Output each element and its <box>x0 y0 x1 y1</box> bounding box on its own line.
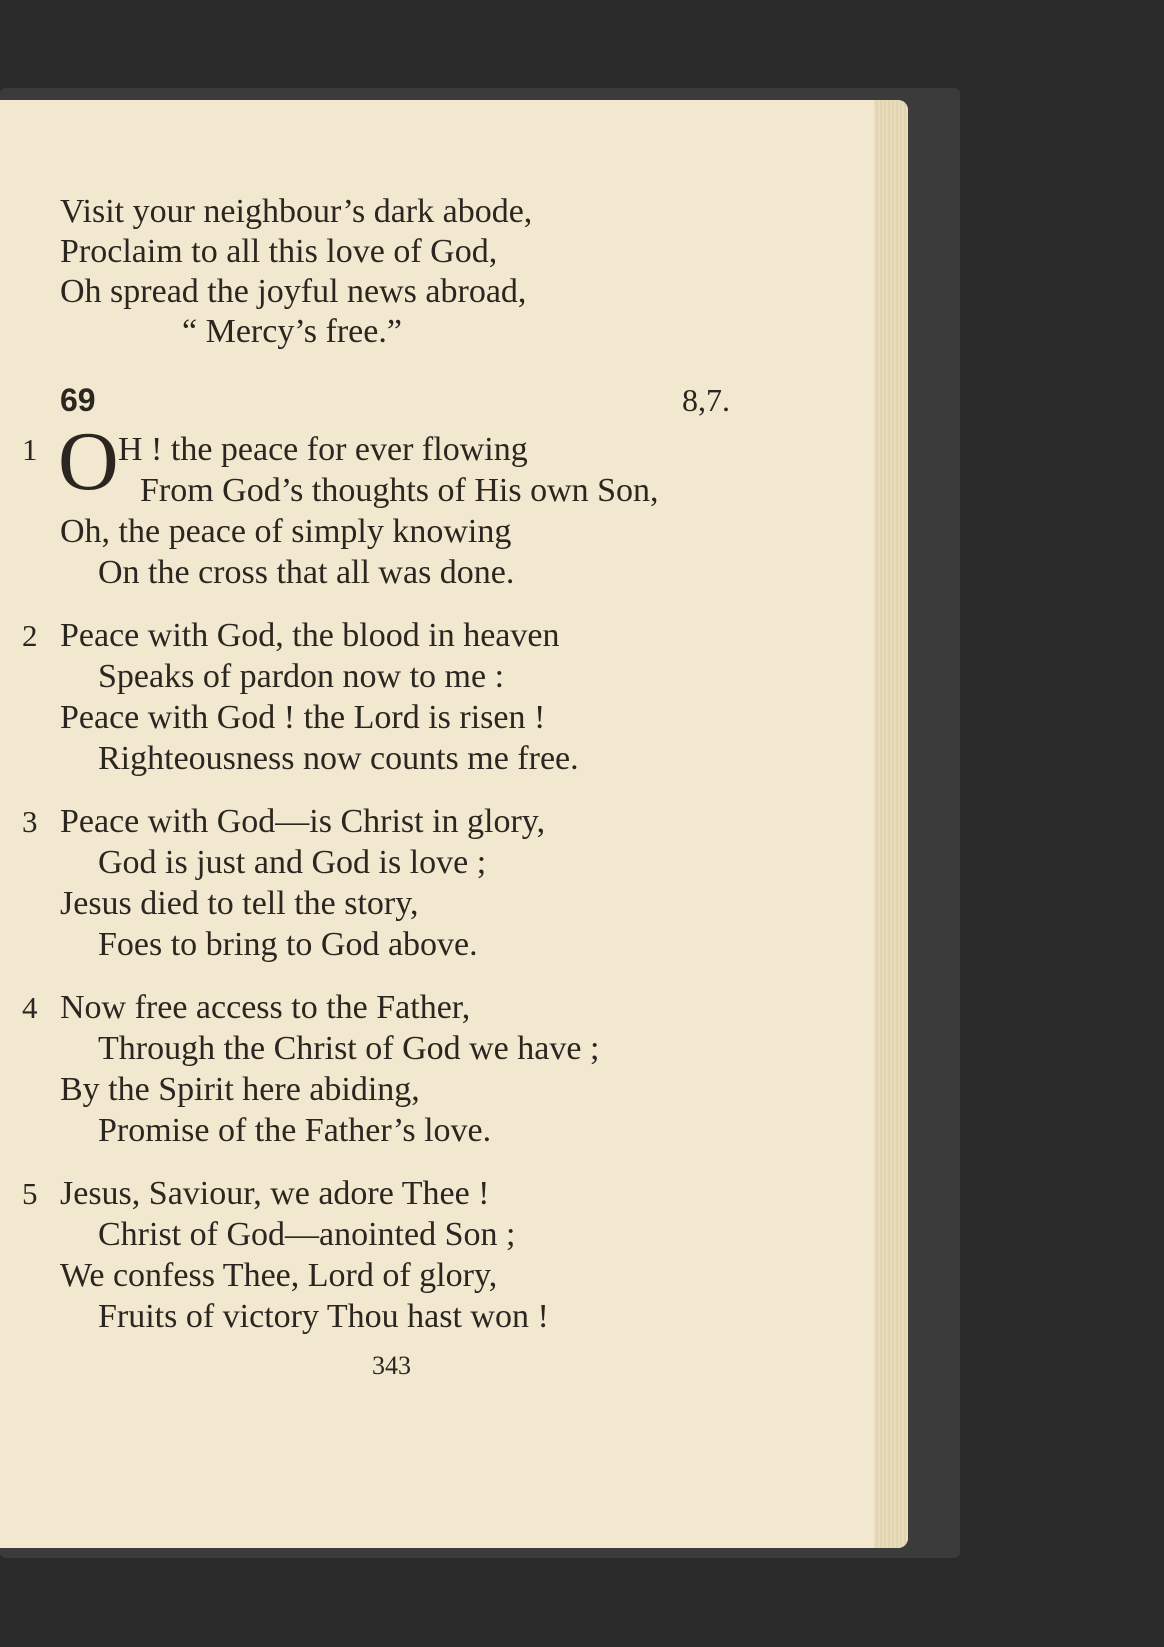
verse-number: 3 <box>22 804 38 839</box>
verse-number: 1 <box>22 432 38 467</box>
verse-line: God is just and God is love ; <box>98 844 487 881</box>
verse-line: On the cross that all was done. <box>98 554 515 591</box>
verse-line: Righteousness now counts me free. <box>98 740 579 777</box>
verse-line: Now free access to the Father, <box>60 989 471 1026</box>
verse-line: Jesus died to tell the story, <box>60 885 419 922</box>
verse-number: 4 <box>22 990 38 1025</box>
verse-line: We confess Thee, Lord of glory, <box>60 1257 498 1294</box>
verse-line: Foes to bring to God above. <box>98 926 478 963</box>
verse-line: By the Spirit here abiding, <box>60 1071 420 1108</box>
verse-line: Jesus, Saviour, we adore Thee ! <box>60 1175 490 1212</box>
verse-line: Oh, the peace of simply knowing <box>60 513 512 550</box>
verse-line: H ! the peace for ever flowing <box>118 431 528 468</box>
carryover-line: “ Mercy’s free.” <box>182 313 402 350</box>
page-text <box>0 100 900 1548</box>
carryover-line: Visit your neighbour’s dark abode, <box>60 193 533 230</box>
hymn-meter: 8,7. <box>682 382 730 418</box>
carryover-line: Oh spread the joyful news abroad, <box>60 273 527 310</box>
verse-line: Peace with God—is Christ in glory, <box>60 803 546 840</box>
carryover-line: Proclaim to all this love of God, <box>60 233 498 270</box>
verse-number: 5 <box>22 1176 38 1211</box>
verse-line: From God’s thoughts of His own Son, <box>140 472 659 509</box>
verse-line: Speaks of pardon now to me : <box>98 658 505 695</box>
verse-line: Peace with God ! the Lord is risen ! <box>60 699 546 736</box>
verse-line: Fruits of victory Thou hast won ! <box>98 1298 549 1335</box>
book-page <box>0 100 908 1548</box>
verse-line: Promise of the Father’s love. <box>98 1112 492 1149</box>
verse-number: 2 <box>22 618 38 653</box>
verse-line: Peace with God, the blood in heaven <box>60 617 560 654</box>
hymn-number: 69 <box>60 382 96 418</box>
page-number: 343 <box>372 1351 411 1380</box>
drop-cap: O <box>58 415 119 508</box>
verse-line: Christ of God—anointed Son ; <box>98 1216 516 1253</box>
verse-line: Through the Christ of God we have ; <box>98 1030 600 1067</box>
